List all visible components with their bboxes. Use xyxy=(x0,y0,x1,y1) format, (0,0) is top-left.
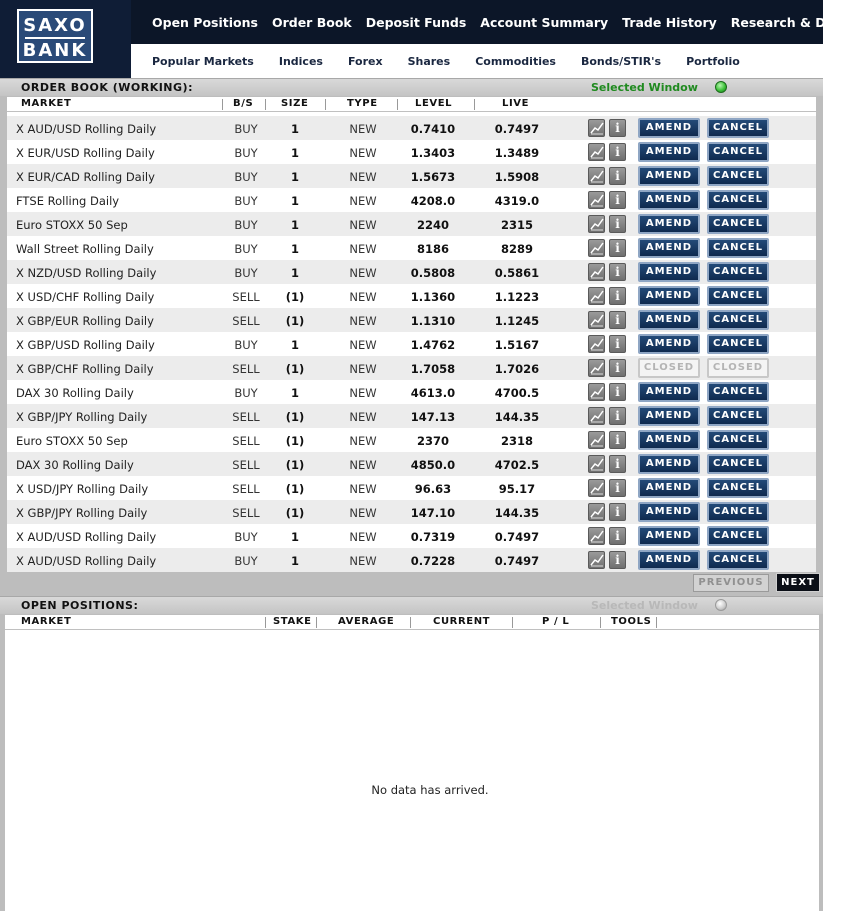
type-cell: NEW xyxy=(349,458,377,472)
line-chart-icon[interactable] xyxy=(588,143,605,161)
col-separator xyxy=(656,617,657,628)
subnav-portfolio[interactable]: Portfolio xyxy=(686,54,740,68)
open-positions-panel xyxy=(0,596,823,911)
live-price-cell: 2315 xyxy=(500,218,533,232)
level-cell: 1.7058 xyxy=(410,362,456,376)
empty-state-message: No data has arrived. xyxy=(371,783,489,797)
col-type-header: TYPE xyxy=(347,98,378,109)
col-market-header: MARKET xyxy=(21,98,72,109)
cancel-button[interactable]: CANCEL xyxy=(707,118,769,138)
market-cell: X GBP/CHF Rolling Daily xyxy=(16,362,154,376)
order-book-header-row xyxy=(7,97,816,112)
info-icon[interactable]: i xyxy=(609,407,626,425)
open-positions-titlebar xyxy=(0,596,823,614)
selected-window-indicator-icon[interactable] xyxy=(715,81,727,93)
order-row[interactable] xyxy=(7,188,816,212)
cancel-button[interactable]: CANCEL xyxy=(707,430,769,450)
col-separator xyxy=(222,99,223,110)
col-separator xyxy=(265,617,266,628)
amend-button[interactable]: AMEND xyxy=(638,286,700,306)
col-tools-header: TOOLS xyxy=(611,616,652,627)
subnav-forex[interactable]: Forex xyxy=(347,54,383,68)
info-icon[interactable]: i xyxy=(609,167,626,185)
open-positions-header-row xyxy=(5,615,819,630)
open-positions-table xyxy=(5,615,819,911)
level-cell: 0.7410 xyxy=(410,122,456,136)
type-cell: NEW xyxy=(349,242,377,256)
size-cell: 1 xyxy=(290,266,299,280)
type-cell: NEW xyxy=(349,362,377,376)
amend-button[interactable]: AMEND xyxy=(638,406,700,426)
type-cell: NEW xyxy=(349,170,377,184)
order-row[interactable] xyxy=(7,332,816,356)
size-cell: 1 xyxy=(290,194,299,208)
amend-button[interactable]: AMEND xyxy=(638,190,700,210)
line-chart-icon[interactable] xyxy=(588,335,605,353)
level-cell: 4208.0 xyxy=(410,194,456,208)
amend-button[interactable]: AMEND xyxy=(638,382,700,402)
order-row[interactable] xyxy=(7,428,816,452)
type-cell: NEW xyxy=(349,122,377,136)
info-icon[interactable]: i xyxy=(609,503,626,521)
level-cell: 1.4762 xyxy=(410,338,456,352)
amend-button[interactable]: AMEND xyxy=(638,478,700,498)
live-price-cell: 4702.5 xyxy=(494,458,540,472)
market-cell: X AUD/USD Rolling Daily xyxy=(16,554,157,568)
info-icon[interactable]: i xyxy=(609,287,626,305)
order-row[interactable] xyxy=(7,524,816,548)
level-cell: 0.7319 xyxy=(410,530,456,544)
cancel-button[interactable]: CANCEL xyxy=(707,382,769,402)
info-icon[interactable]: i xyxy=(609,311,626,329)
amend-button[interactable]: AMEND xyxy=(638,334,700,354)
size-cell: 1 xyxy=(290,122,299,136)
nav-order-book[interactable]: Order Book xyxy=(271,14,352,30)
col-separator xyxy=(325,99,326,110)
market-cell: X EUR/USD Rolling Daily xyxy=(16,146,155,160)
previous-page-button[interactable]: PREVIOUS xyxy=(693,574,769,592)
col-market-header: MARKET xyxy=(21,616,72,627)
amend-button-closed: CLOSED xyxy=(638,358,700,378)
subnav-shares[interactable]: Shares xyxy=(407,54,451,68)
line-chart-icon[interactable] xyxy=(588,383,605,401)
market-cell: X GBP/USD Rolling Daily xyxy=(16,338,155,352)
size-cell: 1 xyxy=(290,218,299,232)
live-price-cell: 0.7497 xyxy=(494,122,540,136)
level-cell: 96.63 xyxy=(414,482,452,496)
col-separator xyxy=(265,99,266,110)
order-row[interactable] xyxy=(7,164,816,188)
line-chart-icon[interactable] xyxy=(588,359,605,377)
col-pl-header: P / L xyxy=(542,616,570,627)
order-row[interactable] xyxy=(7,140,816,164)
cancel-button[interactable]: CANCEL xyxy=(707,286,769,306)
order-book-panel xyxy=(0,96,823,596)
open-positions-title: OPEN POSITIONS: xyxy=(21,599,139,612)
buy-sell-cell: BUY xyxy=(234,122,258,136)
level-cell: 0.5808 xyxy=(410,266,456,280)
col-separator xyxy=(512,617,513,628)
size-cell: (1) xyxy=(285,506,305,520)
nav-open-positions[interactable]: Open Positions xyxy=(152,14,258,30)
size-cell: (1) xyxy=(285,410,305,424)
cancel-button-closed: CLOSED xyxy=(707,358,769,378)
col-separator xyxy=(410,617,411,628)
buy-sell-cell: BUY xyxy=(234,146,258,160)
info-icon[interactable]: i xyxy=(609,335,626,353)
buy-sell-cell: SELL xyxy=(232,434,260,448)
buy-sell-cell: BUY xyxy=(234,338,258,352)
info-icon[interactable]: i xyxy=(609,119,626,137)
size-cell: (1) xyxy=(285,434,305,448)
size-cell: 1 xyxy=(290,338,299,352)
col-live-header: LIVE xyxy=(502,98,530,109)
subnav-bonds-stirs[interactable]: Bonds/STIR's xyxy=(580,54,662,68)
market-cell: X USD/CHF Rolling Daily xyxy=(16,290,155,304)
market-cell: X USD/JPY Rolling Daily xyxy=(16,482,149,496)
info-icon[interactable]: i xyxy=(609,527,626,545)
level-cell: 2370 xyxy=(416,434,449,448)
market-cell: Wall Street Rolling Daily xyxy=(16,242,154,256)
buy-sell-cell: BUY xyxy=(234,194,258,208)
info-icon[interactable]: i xyxy=(609,263,626,281)
cancel-button[interactable]: CANCEL xyxy=(707,190,769,210)
col-average-header: AVERAGE xyxy=(338,616,395,627)
live-price-cell: 1.5167 xyxy=(494,338,540,352)
market-cell: X NZD/USD Rolling Daily xyxy=(16,266,157,280)
info-icon[interactable]: i xyxy=(609,431,626,449)
type-cell: NEW xyxy=(349,434,377,448)
line-chart-icon[interactable] xyxy=(588,455,605,473)
size-cell: 1 xyxy=(290,242,299,256)
cancel-button[interactable]: CANCEL xyxy=(707,142,769,162)
order-book-titlebar xyxy=(0,78,823,96)
amend-button[interactable]: AMEND xyxy=(638,262,700,282)
saxo-bank-logo[interactable] xyxy=(17,9,93,63)
cancel-button[interactable]: CANCEL xyxy=(707,238,769,258)
order-row[interactable] xyxy=(7,476,816,500)
amend-button[interactable]: AMEND xyxy=(638,526,700,546)
live-price-cell: 0.7497 xyxy=(494,554,540,568)
buy-sell-cell: SELL xyxy=(232,458,260,472)
level-cell: 0.7228 xyxy=(410,554,456,568)
size-cell: (1) xyxy=(285,482,305,496)
nav-research-data[interactable]: Research & Data xyxy=(730,14,849,30)
size-cell: (1) xyxy=(285,290,305,304)
live-price-cell: 4700.5 xyxy=(494,386,540,400)
order-row[interactable] xyxy=(7,356,816,380)
next-page-button[interactable]: NEXT xyxy=(776,573,820,592)
order-row[interactable] xyxy=(7,380,816,404)
level-cell: 1.1310 xyxy=(410,314,456,328)
live-price-cell: 2318 xyxy=(500,434,533,448)
sub-nav xyxy=(131,44,823,78)
type-cell: NEW xyxy=(349,338,377,352)
col-separator xyxy=(600,617,601,628)
live-price-cell: 95.17 xyxy=(498,482,536,496)
line-chart-icon[interactable] xyxy=(588,407,605,425)
cancel-button[interactable]: CANCEL xyxy=(707,310,769,330)
type-cell: NEW xyxy=(349,482,377,496)
size-cell: 1 xyxy=(290,146,299,160)
cancel-button[interactable]: CANCEL xyxy=(707,454,769,474)
market-cell: Euro STOXX 50 Sep xyxy=(16,218,128,232)
main-nav xyxy=(131,0,849,44)
size-cell: (1) xyxy=(285,458,305,472)
type-cell: NEW xyxy=(349,530,377,544)
cancel-button[interactable]: CANCEL xyxy=(707,262,769,282)
col-separator xyxy=(316,617,317,628)
line-chart-icon[interactable] xyxy=(588,311,605,329)
live-price-cell: 144.35 xyxy=(494,506,540,520)
line-chart-icon[interactable] xyxy=(588,263,605,281)
buy-sell-cell: SELL xyxy=(232,290,260,304)
market-cell: X GBP/JPY Rolling Daily xyxy=(16,506,148,520)
line-chart-icon[interactable] xyxy=(588,287,605,305)
cancel-button[interactable]: CANCEL xyxy=(707,334,769,354)
amend-button[interactable]: AMEND xyxy=(638,310,700,330)
size-cell: 1 xyxy=(290,170,299,184)
info-icon[interactable]: i xyxy=(609,359,626,377)
type-cell: NEW xyxy=(349,290,377,304)
line-chart-icon[interactable] xyxy=(588,551,605,569)
col-bs-header: B/S xyxy=(233,98,254,109)
cancel-button[interactable]: CANCEL xyxy=(707,166,769,186)
nav-deposit-funds[interactable]: Deposit Funds xyxy=(365,14,467,30)
buy-sell-cell: BUY xyxy=(234,170,258,184)
line-chart-icon[interactable] xyxy=(588,191,605,209)
type-cell: NEW xyxy=(349,146,377,160)
type-cell: NEW xyxy=(349,194,377,208)
col-separator xyxy=(474,99,475,110)
buy-sell-cell: SELL xyxy=(232,482,260,496)
cancel-button[interactable]: CANCEL xyxy=(707,502,769,522)
market-cell: DAX 30 Rolling Daily xyxy=(16,458,134,472)
top-header xyxy=(0,0,849,78)
subnav-commodities[interactable]: Commodities xyxy=(475,54,556,68)
logo-line-1: SAXO xyxy=(23,15,87,36)
order-row[interactable] xyxy=(7,308,816,332)
order-row[interactable] xyxy=(7,236,816,260)
market-cell: X EUR/CAD Rolling Daily xyxy=(16,170,155,184)
live-price-cell: 0.7497 xyxy=(494,530,540,544)
amend-button[interactable]: AMEND xyxy=(638,430,700,450)
order-row[interactable] xyxy=(7,212,816,236)
type-cell: NEW xyxy=(349,506,377,520)
live-price-cell: 1.1223 xyxy=(494,290,540,304)
buy-sell-cell: BUY xyxy=(234,266,258,280)
col-level-header: LEVEL xyxy=(415,98,453,109)
line-chart-icon[interactable] xyxy=(588,215,605,233)
open-positions-selected-window-label: Selected Window xyxy=(591,599,698,612)
cancel-button[interactable]: CANCEL xyxy=(707,406,769,426)
type-cell: NEW xyxy=(349,218,377,232)
buy-sell-cell: SELL xyxy=(232,314,260,328)
selected-window-indicator-icon[interactable] xyxy=(715,599,727,611)
market-cell: FTSE Rolling Daily xyxy=(16,194,120,208)
info-icon[interactable]: i xyxy=(609,191,626,209)
col-current-header: CURRENT xyxy=(433,616,491,627)
level-cell: 8186 xyxy=(416,242,449,256)
level-cell: 147.13 xyxy=(410,410,456,424)
cancel-button[interactable]: CANCEL xyxy=(707,550,769,570)
level-cell: 1.5673 xyxy=(410,170,456,184)
live-price-cell: 1.7026 xyxy=(494,362,540,376)
order-row[interactable] xyxy=(7,452,816,476)
info-icon[interactable]: i xyxy=(609,239,626,257)
live-price-cell: 1.5908 xyxy=(494,170,540,184)
size-cell: 1 xyxy=(290,386,299,400)
size-cell: 1 xyxy=(290,554,299,568)
subnav-indices[interactable]: Indices xyxy=(278,54,323,68)
line-chart-icon[interactable] xyxy=(588,119,605,137)
info-icon[interactable]: i xyxy=(609,479,626,497)
order-row[interactable] xyxy=(7,260,816,284)
logo-line-2: BANK xyxy=(22,40,88,61)
amend-button[interactable]: AMEND xyxy=(638,142,700,162)
cancel-button[interactable]: CANCEL xyxy=(707,526,769,546)
type-cell: NEW xyxy=(349,410,377,424)
info-icon[interactable]: i xyxy=(609,383,626,401)
size-cell: (1) xyxy=(285,314,305,328)
live-price-cell: 8289 xyxy=(500,242,533,256)
col-size-header: SIZE xyxy=(281,98,309,109)
live-price-cell: 1.1245 xyxy=(494,314,540,328)
nav-trade-history[interactable]: Trade History xyxy=(622,14,717,30)
cancel-button[interactable]: CANCEL xyxy=(707,478,769,498)
market-cell: DAX 30 Rolling Daily xyxy=(16,386,134,400)
nav-account-summary[interactable]: Account Summary xyxy=(480,14,609,30)
buy-sell-cell: BUY xyxy=(234,218,258,232)
live-price-cell: 4319.0 xyxy=(494,194,540,208)
amend-button[interactable]: AMEND xyxy=(638,238,700,258)
line-chart-icon[interactable] xyxy=(588,503,605,521)
type-cell: NEW xyxy=(349,266,377,280)
info-icon[interactable]: i xyxy=(609,143,626,161)
buy-sell-cell: BUY xyxy=(234,242,258,256)
buy-sell-cell: SELL xyxy=(232,410,260,424)
live-price-cell: 1.3489 xyxy=(494,146,540,160)
buy-sell-cell: SELL xyxy=(232,506,260,520)
order-row[interactable] xyxy=(7,116,816,140)
line-chart-icon[interactable] xyxy=(588,527,605,545)
info-icon[interactable]: i xyxy=(609,551,626,569)
level-cell: 4613.0 xyxy=(410,386,456,400)
col-stake-header: STAKE xyxy=(273,616,312,627)
buy-sell-cell: BUY xyxy=(234,386,258,400)
info-icon[interactable]: i xyxy=(609,215,626,233)
col-separator xyxy=(397,99,398,110)
buy-sell-cell: SELL xyxy=(232,362,260,376)
live-price-cell: 0.5861 xyxy=(494,266,540,280)
logo-area xyxy=(0,0,131,78)
type-cell: NEW xyxy=(349,554,377,568)
buy-sell-cell: BUY xyxy=(234,554,258,568)
size-cell: (1) xyxy=(285,362,305,376)
line-chart-icon[interactable] xyxy=(588,431,605,449)
line-chart-icon[interactable] xyxy=(588,239,605,257)
size-cell: 1 xyxy=(290,530,299,544)
level-cell: 147.10 xyxy=(410,506,456,520)
market-cell: X AUD/USD Rolling Daily xyxy=(16,122,157,136)
amend-button[interactable]: AMEND xyxy=(638,214,700,234)
cancel-button[interactable]: CANCEL xyxy=(707,214,769,234)
amend-button[interactable]: AMEND xyxy=(638,118,700,138)
order-row[interactable] xyxy=(7,284,816,308)
amend-button[interactable]: AMEND xyxy=(638,166,700,186)
level-cell: 1.3403 xyxy=(410,146,456,160)
line-chart-icon[interactable] xyxy=(588,167,605,185)
market-cell: Euro STOXX 50 Sep xyxy=(16,434,128,448)
type-cell: NEW xyxy=(349,314,377,328)
level-cell: 2240 xyxy=(416,218,449,232)
market-cell: X GBP/JPY Rolling Daily xyxy=(16,410,148,424)
line-chart-icon[interactable] xyxy=(588,479,605,497)
order-row[interactable] xyxy=(7,548,816,572)
order-book-title: ORDER BOOK (WORKING): xyxy=(21,81,193,94)
amend-button[interactable]: AMEND xyxy=(638,550,700,570)
order-book-table xyxy=(7,97,816,568)
buy-sell-cell: BUY xyxy=(234,530,258,544)
level-cell: 4850.0 xyxy=(410,458,456,472)
order-row[interactable] xyxy=(7,500,816,524)
market-cell: X AUD/USD Rolling Daily xyxy=(16,530,157,544)
amend-button[interactable]: AMEND xyxy=(638,454,700,474)
type-cell: NEW xyxy=(349,386,377,400)
live-price-cell: 144.35 xyxy=(494,410,540,424)
amend-button[interactable]: AMEND xyxy=(638,502,700,522)
subnav-popular-markets[interactable]: Popular Markets xyxy=(152,54,254,68)
level-cell: 1.1360 xyxy=(410,290,456,304)
order-row[interactable] xyxy=(7,404,816,428)
market-cell: X GBP/EUR Rolling Daily xyxy=(16,314,154,328)
order-book-selected-window-label: Selected Window xyxy=(591,81,698,94)
info-icon[interactable]: i xyxy=(609,455,626,473)
